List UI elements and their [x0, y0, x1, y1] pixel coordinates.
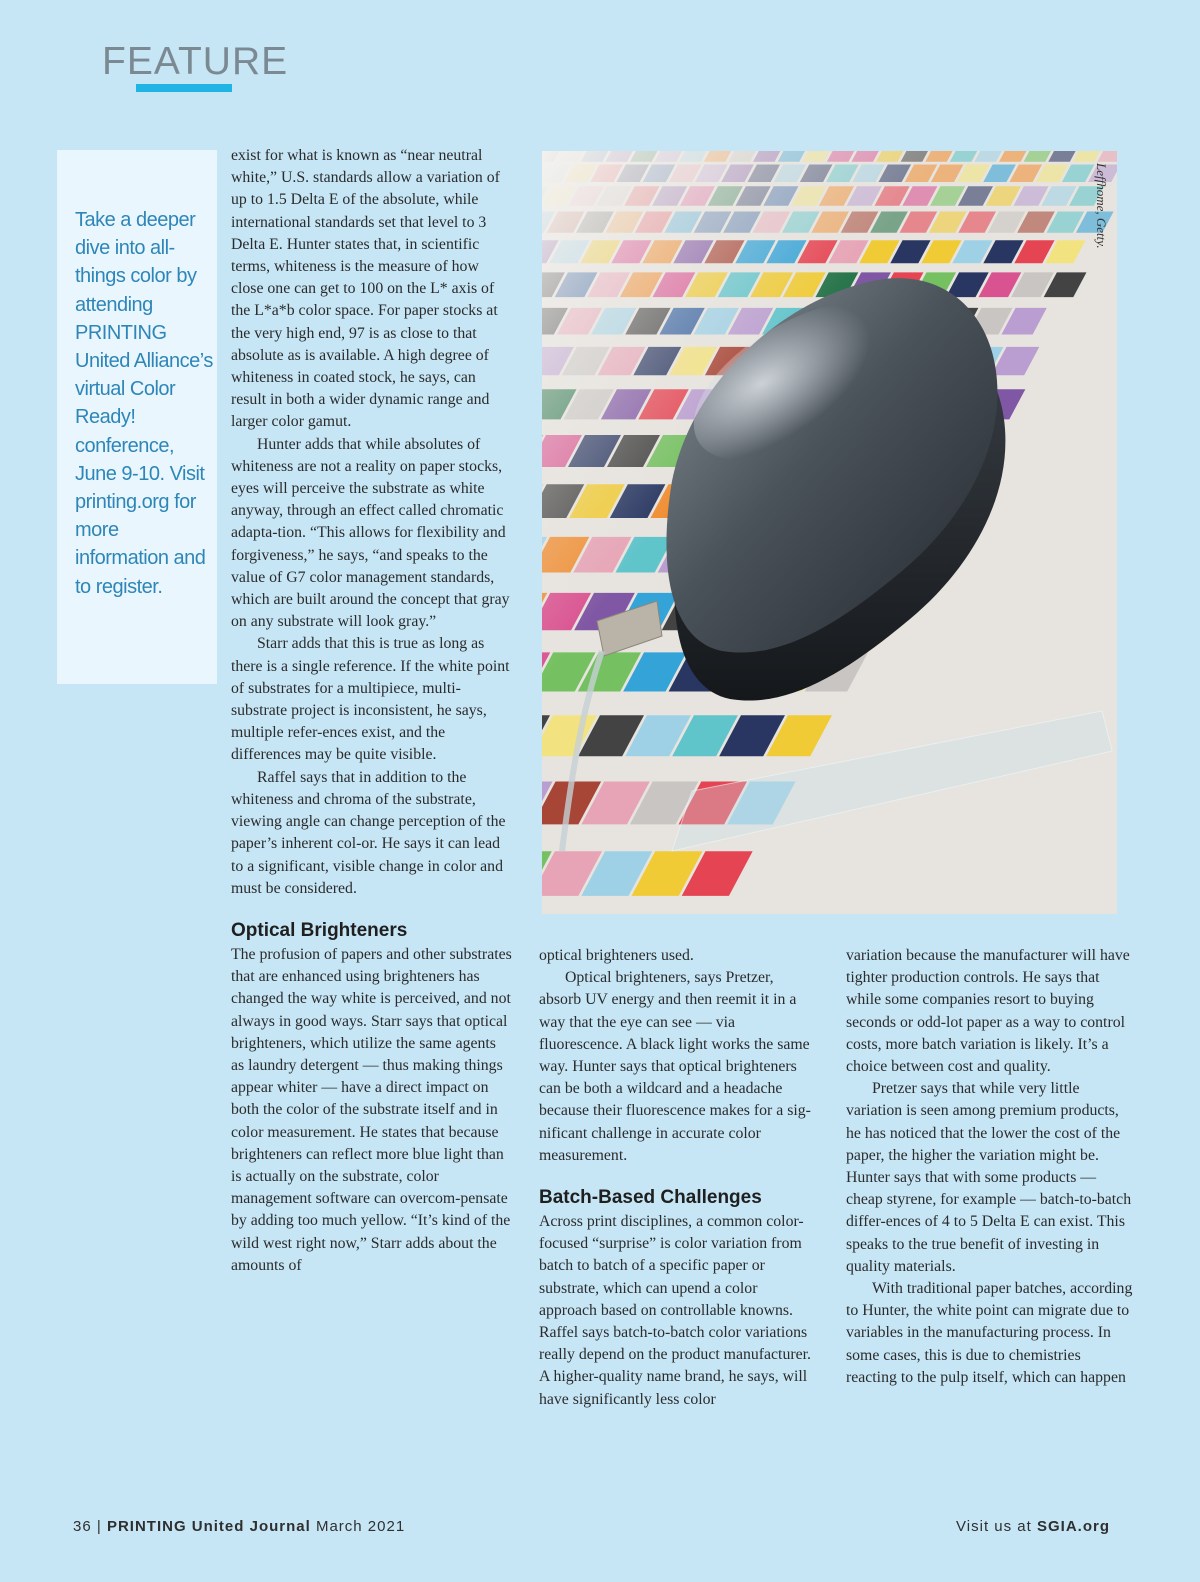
paragraph: With traditional paper batches, according to Hunter, the white point can migrate due to variables in the manufacturing process. In some cases, this is due to chemistries reacting to the pulp itself, which can happen	[846, 1280, 1133, 1386]
article-column-2	[539, 945, 817, 1411]
section-underline	[136, 84, 232, 92]
paragraph: Across print disciplines, a common color-focused “surprise” is color variation from batch to batch of a specific paper or substrate, which can upend a color approach based on controllable knowns. Raffel says batch-to-batch color variations really depend on the product manufacturer. A higher-quality name brand, he says, will have significantly less color	[539, 1213, 811, 1408]
visit-prefix: Visit us at	[956, 1518, 1032, 1535]
issue-date: March 2021	[315, 1518, 406, 1535]
article-column-1	[231, 145, 513, 1277]
publication-name: PRINTING United Journal	[106, 1518, 311, 1535]
photo-credit: Leffhome, Getty.	[1094, 163, 1109, 249]
page-footer-left	[73, 1518, 405, 1535]
subheading-batch-based-challenges: Batch-Based Challenges	[539, 1187, 762, 1209]
subheading-optical-brighteners: Optical Brighteners	[231, 919, 408, 941]
paragraph: exist for what is known as “near neutral white,” U.S. standards allow a variation of up to 1.5 Delta E of the absolute, while international standards set that level to 3 Delta E. Hunter states that, in scientific terms, whiteness is the measure of how close one can get to 100 on the L* axis of the L*a*b color space. For paper stocks at the very high end, 97 is as close to that absolute as is available. A high degree of whiteness in coated stock, he says, can result in both a wider dynamic range and larger color gamut.	[231, 147, 500, 431]
page-number: 36	[73, 1518, 92, 1535]
paragraph: Raffel says that in addition to the whiteness and chroma of the substrate, viewing angle can change perception of the paper’s inherent col-or. He says it can lead to a significant, visible change in color and must be considered.	[231, 768, 506, 897]
section-label: FEATURE	[102, 40, 289, 83]
visit-site-link[interactable]: SGIA.org	[1036, 1518, 1110, 1535]
paragraph: Hunter adds that while absolutes of whiteness are not a reality on paper stocks, eyes will perceive the substrate as white anyway, through an effect called chromatic adapta-tion. “This allows for flexibility and forgiveness,” he says, “and speaks to the value of G7 color management standards, which are built around the concept that gray on any substrate will look gray.”	[231, 435, 510, 631]
paragraph: Starr adds that this is true as long as there is a single reference. If the white point of substrates for a multipiece, multi-substrate project is inconsistent, he says, multiple refer-ences exist, and the differences may be quite visible.	[231, 635, 510, 764]
paragraph: Optical brighteners, says Pretzer, absorb UV energy and then reemit it in a way that the eye can see — via fluorescence. A black light works the same way. Hunter says that optical brighteners can be both a wildcard and a headache because their fluorescence makes for a sig-nificant challenge in accurate color measurement.	[539, 969, 811, 1164]
sidebar-callout-text: Take a deeper dive into all-things color by attending PRINTING United Alliance’s virtual Color Ready! conference, June 9-10. Visit printing.org for more information and to register.	[75, 209, 213, 598]
paragraph: optical brighteners used.	[539, 947, 694, 964]
page-footer-right	[956, 1518, 1110, 1535]
article-photo	[542, 151, 1117, 914]
paragraph: Pretzer says that while very little variation is seen among premium products, he has noticed that the lower the cost of the paper, the higher the variation might be. Hunter says that with some products — cheap styrene, for example — batch-to-batch differ-ences of 4 to 5 Delta E can exist. This speaks to the true benefit of investing in quality materials.	[846, 1080, 1132, 1275]
article-column-3	[846, 945, 1134, 1389]
footer-separator: |	[96, 1518, 102, 1535]
paragraph: The profusion of papers and other substrates that are enhanced using brighteners has changed the way white is perceived, and not always in good ways. Starr says that optical brighteners, which utilize the same agents as laundry detergent — thus making things appear whiter — have a direct impact on both the color of the substrate itself and in color measurement. He states that because brighteners can reflect more blue light than is actually on the substrate, color management software can overcom-pensate by adding too much yellow. “It’s kind of the wild west right now,” Starr adds about the amounts of	[231, 945, 512, 1274]
paragraph: variation because the manufacturer will have tighter production controls. He says that while some companies resort to buying seconds or odd-lot paper as a way to control costs, more batch variation is likely. It’s a choice between cost and quality.	[846, 947, 1130, 1076]
